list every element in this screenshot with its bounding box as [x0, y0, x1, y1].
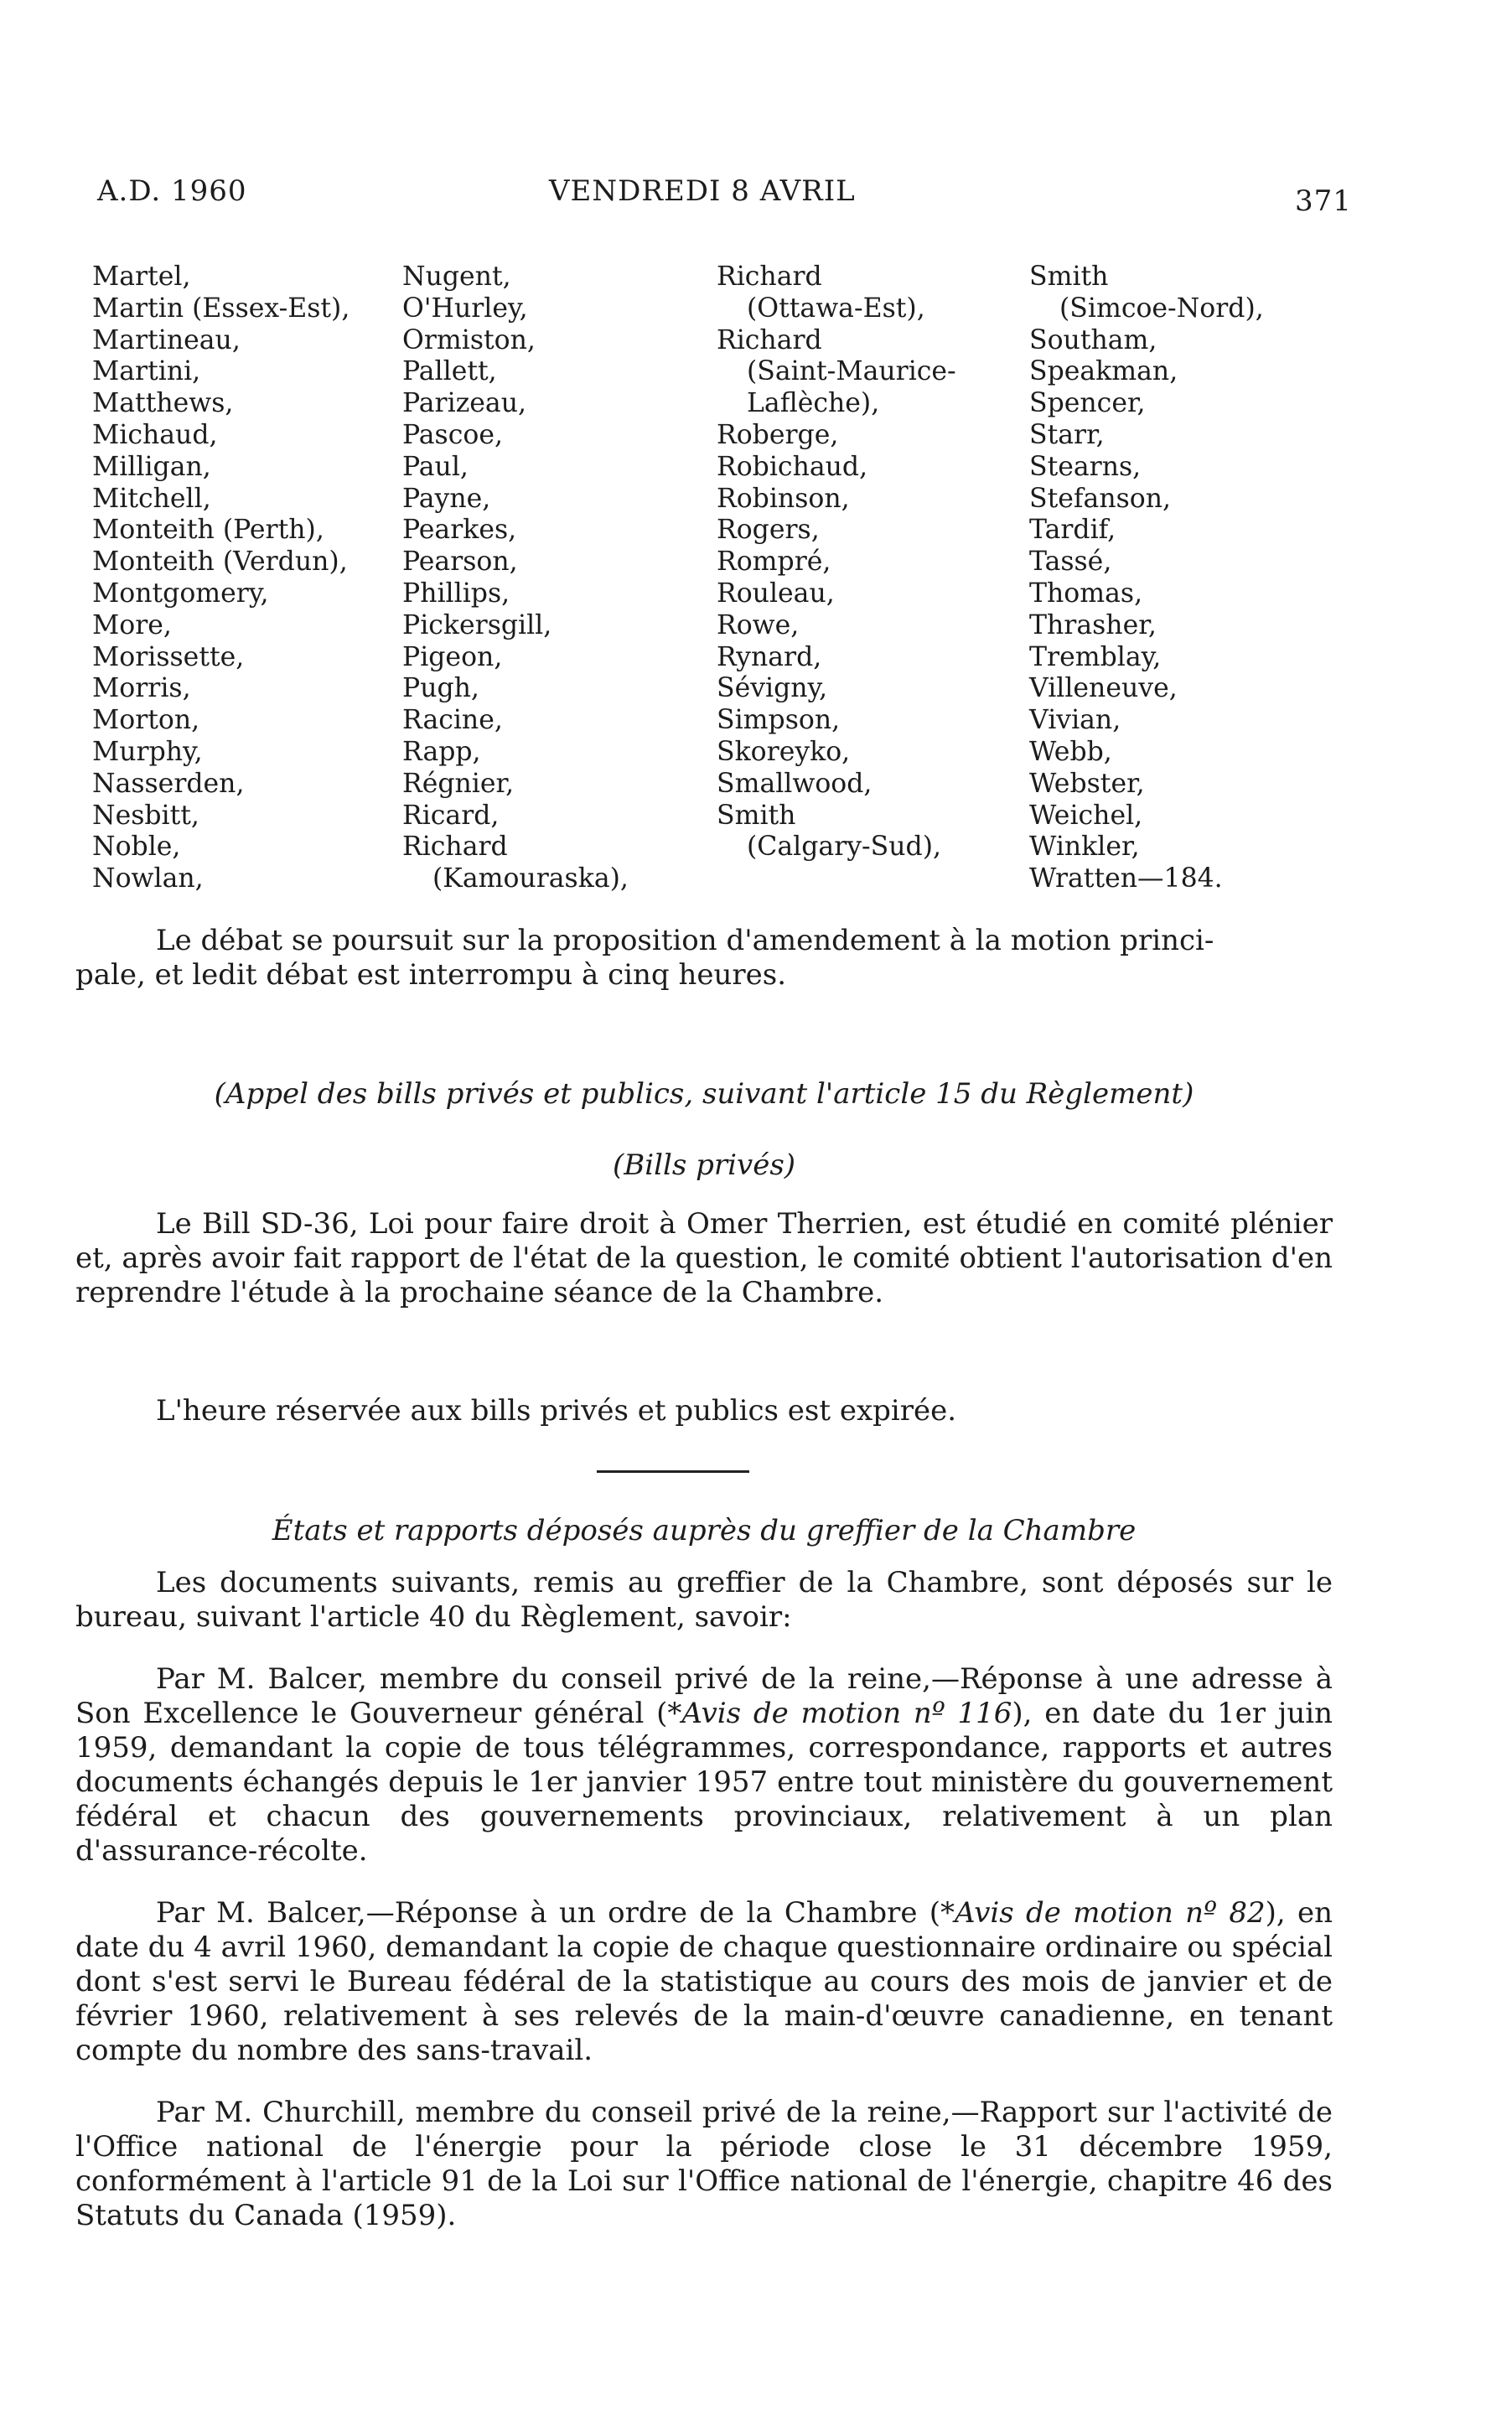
- section-divider: [597, 1470, 749, 1473]
- member-name: Martini,: [92, 356, 201, 387]
- member-name: Paul,: [402, 451, 469, 482]
- member-name: Nasserden,: [92, 768, 245, 799]
- document-balcer-adresse-text-b: ), en date du 1er juin 1959, demandant la copie de tous télégrammes, correspondance, rapports et autres documents échangés depuis le 1er janvier 1957 entre tout ministère du gouvernement fédéral et chacun des gouvernements provinciaux, relativement à un plan d'assurance-récolte.: [75, 1697, 1333, 1868]
- member-name: Southam,: [1029, 324, 1157, 355]
- member-name: Robichaud,: [717, 451, 868, 482]
- member-name: Sévigny,: [717, 673, 828, 704]
- member-name: Martineau,: [92, 324, 241, 355]
- document-balcer-ordre-motion: *Avis de motion nº 82: [940, 1896, 1266, 1930]
- member-name: Ormiston,: [402, 324, 536, 355]
- debate-paragraph-tail: pale, et ledit débat est interrompu à cinq heures.: [75, 958, 787, 992]
- name-column-2: [402, 262, 712, 895]
- vote-name-columns: [92, 262, 1333, 915]
- name-column-3: [717, 262, 1027, 863]
- member-name: Monteith (Verdun),: [92, 547, 348, 578]
- member-name: Richard: [717, 262, 822, 292]
- member-name: Morris,: [92, 673, 191, 704]
- document-balcer-ordre-text-b: ), en date du 4 avril 1960, demandant la copie de chaque questionnaire ordinaire ou spécial dont s'est servi le Bureau fédéral de la statistique au cours des mois de janvier et de février 1960, relativement à ses relevés de la main-d'œuvre canadienne, en tenant compte du nombre des sans-travail.: [75, 1896, 1333, 2067]
- member-name: Phillips,: [402, 578, 510, 609]
- member-name: Martel,: [92, 262, 191, 292]
- member-name: Milligan,: [92, 451, 211, 482]
- member-name: Spencer,: [1029, 388, 1146, 419]
- private-bills-heading: (Bills privés): [612, 1148, 796, 1182]
- document-balcer-adresse-motion: *Avis de motion nº 116: [667, 1697, 1012, 1730]
- name-column-1: [92, 262, 402, 895]
- member-name: Smith: [717, 800, 796, 831]
- member-name: (Saint-Maurice-: [747, 356, 956, 387]
- member-name: Noble,: [92, 832, 181, 863]
- member-name: Pickersgill,: [402, 609, 552, 640]
- member-name: Martin (Essex-Est),: [92, 293, 350, 324]
- member-name: Webb,: [1029, 736, 1112, 767]
- member-name: Richard: [402, 832, 508, 863]
- member-name: (Kamouraska),: [432, 863, 629, 894]
- member-name: (Calgary-Sud),: [747, 832, 942, 863]
- member-name: Smallwood,: [717, 768, 873, 799]
- member-name: Montgomery,: [92, 578, 269, 609]
- member-name: Pascoe,: [402, 419, 503, 450]
- member-name: Nesbitt,: [92, 800, 199, 831]
- member-name: Stearns,: [1029, 451, 1142, 482]
- member-name: Stefanson,: [1029, 483, 1172, 514]
- member-name: Pearson,: [402, 547, 518, 578]
- member-name: Thomas,: [1029, 578, 1143, 609]
- states-reports-heading: États et rapports déposés auprès du greffier de la Chambre: [272, 1514, 1137, 1547]
- member-name: Thrasher,: [1029, 609, 1157, 640]
- member-name: Rompré,: [717, 547, 831, 578]
- member-name: Villeneuve,: [1029, 673, 1178, 704]
- member-name: Roberge,: [717, 419, 839, 450]
- member-name: Rapp,: [402, 736, 481, 767]
- member-name: Murphy,: [92, 736, 203, 767]
- documents-intro-paragraph: Les documents suivants, remis au greffier de la Chambre, sont déposés sur le bureau, suivant l'article 40 du Règlement, savoir:: [75, 1566, 1333, 1634]
- member-name: Matthews,: [92, 388, 234, 419]
- member-name: Tremblay,: [1029, 641, 1162, 672]
- member-name: Nowlan,: [92, 863, 204, 894]
- member-name: Laflèche),: [747, 388, 880, 419]
- member-name: Pugh,: [402, 673, 479, 704]
- member-name: Simpson,: [717, 705, 841, 736]
- document-balcer-ordre: [75, 1896, 1333, 2068]
- member-name: Morissette,: [92, 641, 245, 672]
- member-name: Michaud,: [92, 419, 218, 450]
- member-name: Winkler,: [1029, 832, 1140, 863]
- member-name: Rynard,: [717, 641, 822, 672]
- member-name: Racine,: [402, 705, 503, 736]
- member-name: Smith: [1029, 262, 1109, 292]
- member-name: Richard: [717, 324, 822, 355]
- member-name: Parizeau,: [402, 388, 527, 419]
- debate-paragraph-lead: Le débat se poursuit sur la proposition d'amendement à la motion princi-: [156, 924, 1214, 957]
- document-churchill-rapport: Par M. Churchill, membre du conseil privé de la reine,—Rapport sur l'activité de l'Office national de l'énergie pour la période close le 31 décembre 1959, conformément à l'article 91 de la Loi sur l'Office national de l'énergie, chapitre 46 des Statuts du Canada (1959).: [75, 2096, 1333, 2232]
- page-number: 371: [1295, 184, 1352, 218]
- member-name: Skoreyko,: [717, 736, 851, 767]
- debate-paragraph: [75, 924, 1333, 993]
- member-name: Tassé,: [1029, 547, 1112, 578]
- member-name: Robinson,: [717, 483, 850, 514]
- member-name: Speakman,: [1029, 356, 1178, 387]
- member-name: Rogers,: [717, 515, 820, 546]
- member-name: Vivian,: [1029, 705, 1121, 736]
- member-name: Rowe,: [717, 609, 800, 640]
- member-name: Ricard,: [402, 800, 500, 831]
- header-year: A.D. 1960: [97, 174, 247, 208]
- member-name: O'Hurley,: [402, 293, 528, 324]
- bill-sd36-paragraph: Le Bill SD-36, Loi pour faire droit à Omer Therrien, est étudié en comité plénier et, après avoir fait rapport de l'état de la question, le comité obtient l'autorisation d'en reprendre l'étude à la prochaine séance de la Chambre.: [75, 1207, 1333, 1309]
- member-name: Weichel,: [1029, 800, 1143, 831]
- member-name: Rouleau,: [717, 578, 835, 609]
- member-name: Nugent,: [402, 262, 511, 292]
- name-column-4: [1029, 262, 1339, 895]
- member-name: Wratten—184.: [1029, 863, 1223, 894]
- document-balcer-ordre-text-a: Par M. Balcer,—Réponse à un ordre de la Chambre (: [156, 1896, 941, 1930]
- member-name: Régnier,: [402, 768, 515, 799]
- member-name: Tardif,: [1029, 515, 1116, 546]
- member-name: Pigeon,: [402, 641, 503, 672]
- member-name: Pearkes,: [402, 515, 517, 546]
- document-balcer-adresse-text-a: Par M. Balcer, membre du conseil privé de la reine,—Réponse à une adresse à Son Excellence le Gouverneur général (: [75, 1662, 1333, 1730]
- member-name: Monteith (Perth),: [92, 515, 324, 546]
- member-name: (Ottawa-Est),: [747, 293, 925, 324]
- bills-section-heading: (Appel des bills privés et publics, suivant l'article 15 du Règlement): [214, 1077, 1194, 1111]
- member-name: Payne,: [402, 483, 491, 514]
- member-name: Morton,: [92, 705, 200, 736]
- header-date: VENDREDI 8 AVRIL: [549, 174, 856, 208]
- hour-expired-paragraph: L'heure réservée aux bills privés et publics est expirée.: [156, 1394, 957, 1428]
- member-name: More,: [92, 609, 172, 640]
- member-name: Pallett,: [402, 356, 497, 387]
- member-name: Starr,: [1029, 419, 1105, 450]
- member-name: Webster,: [1029, 768, 1145, 799]
- document-balcer-adresse: [75, 1662, 1333, 1868]
- member-name: (Simcoe-Nord),: [1059, 293, 1264, 324]
- member-name: Mitchell,: [92, 483, 211, 514]
